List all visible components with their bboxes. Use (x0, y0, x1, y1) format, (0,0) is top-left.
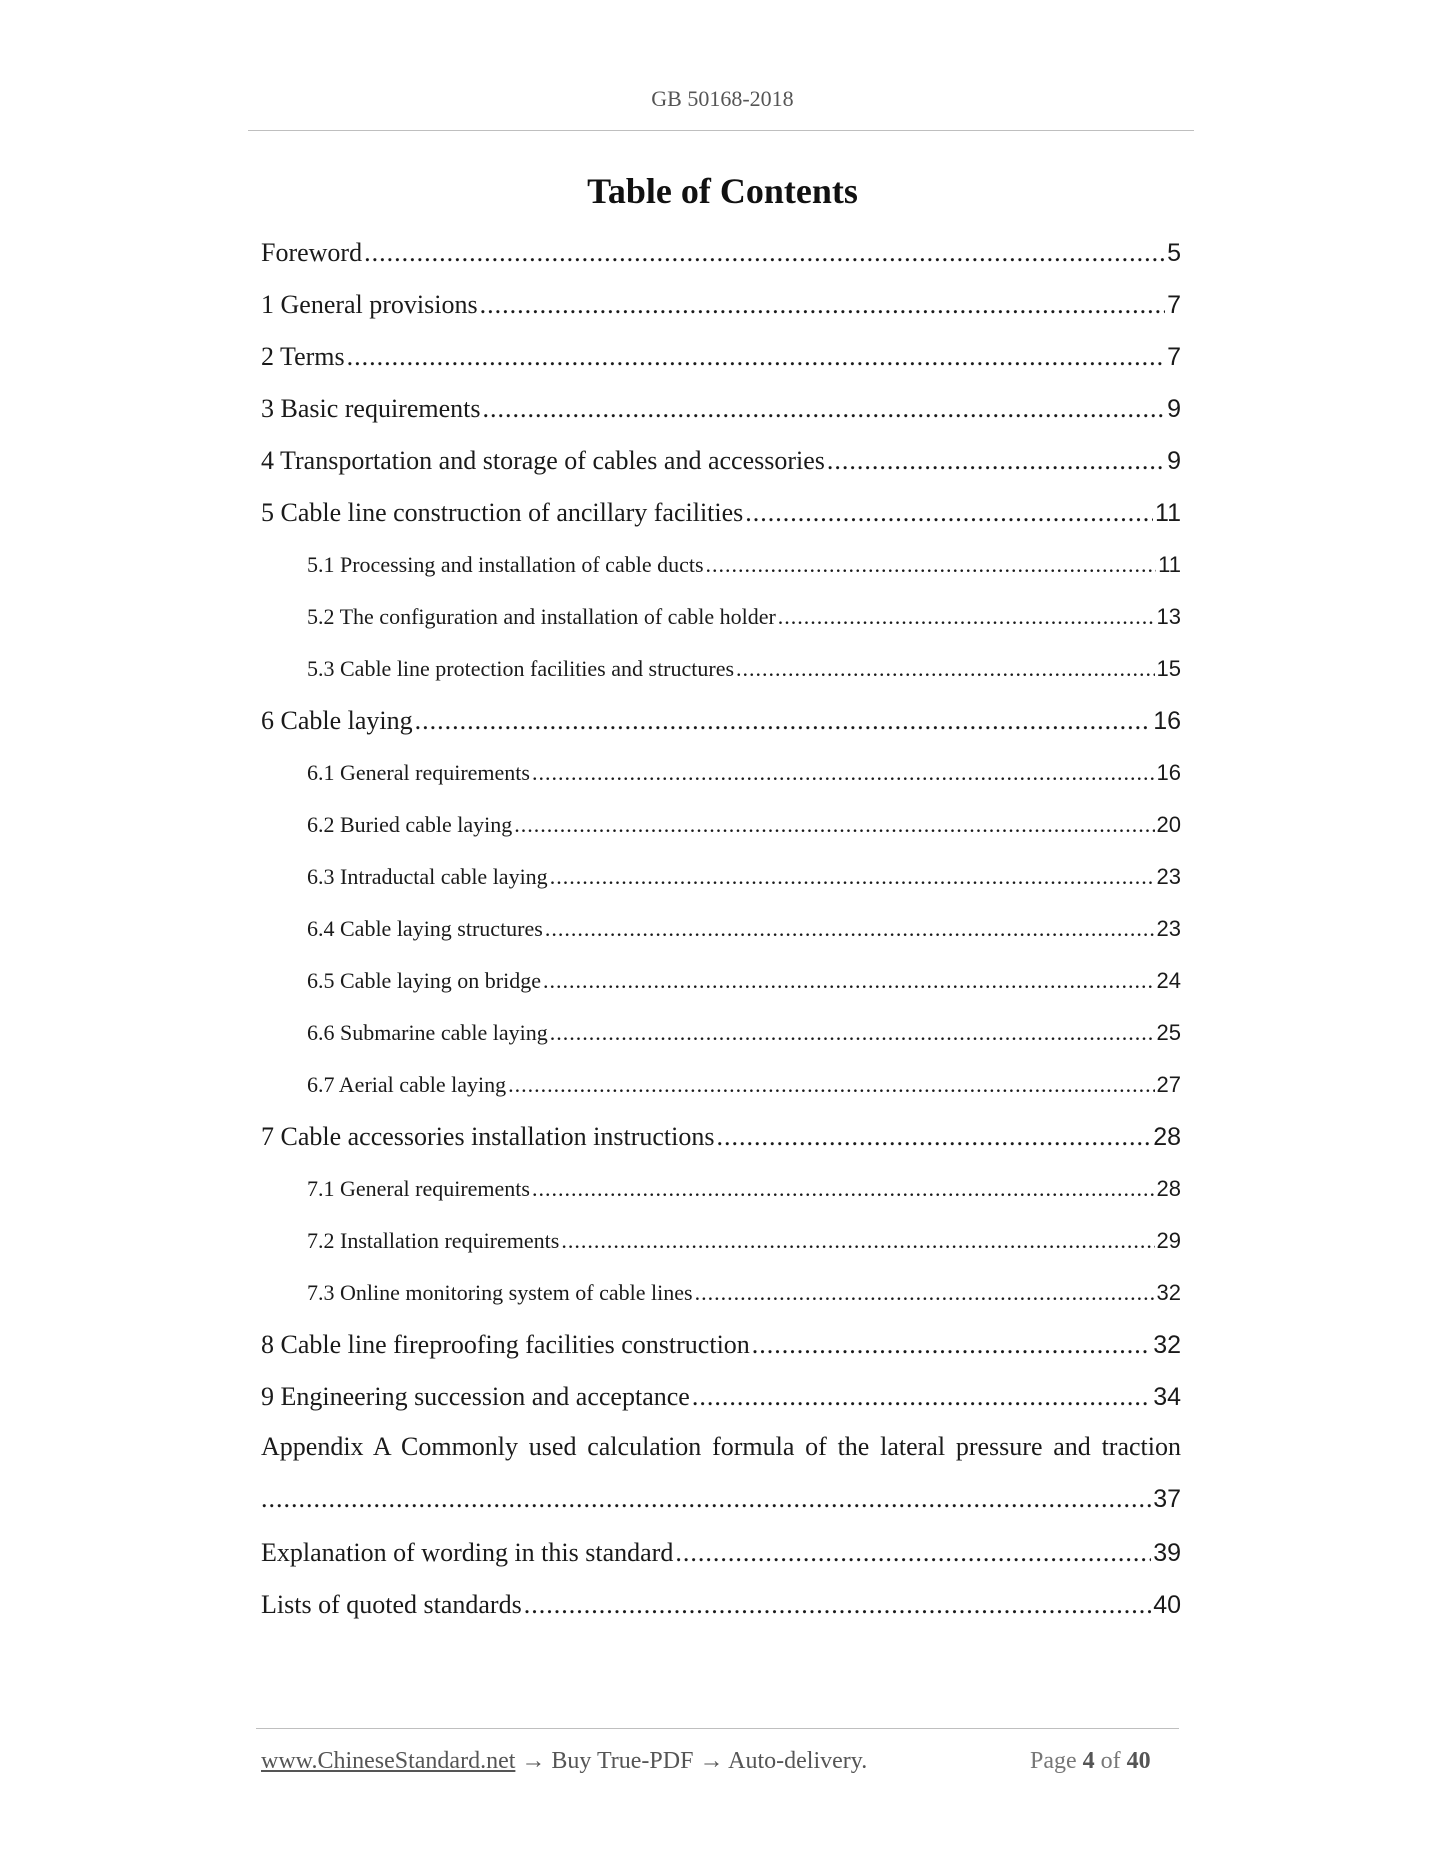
toc-page-number: 9 (1167, 447, 1181, 475)
toc-dot-leader (347, 342, 1165, 372)
toc-page-number: 34 (1153, 1383, 1181, 1411)
toc-page-number: 13 (1156, 604, 1181, 629)
toc-dot-leader (736, 656, 1154, 682)
toc-entry-7-2[interactable] (307, 1228, 1181, 1254)
toc-entry-label: 7.2 Installation requirements (307, 1228, 560, 1253)
toc-entry-6-7[interactable] (307, 1072, 1181, 1098)
toc-page-number: 37 (1153, 1485, 1181, 1513)
toc-entry-general-provisions[interactable] (261, 290, 1181, 320)
delivery-text: Auto-delivery. (728, 1748, 868, 1774)
toc-page-number: 28 (1156, 1176, 1181, 1201)
toc-entry-label: 6.2 Buried cable laying (307, 812, 513, 837)
page-indicator (1030, 1748, 1151, 1775)
toc-dot-leader (415, 706, 1152, 736)
toc-page-number: 15 (1156, 656, 1181, 681)
toc-entry-label: 1 General provisions (261, 290, 478, 319)
toc-page-number: 40 (1153, 1591, 1181, 1619)
toc-entry-label: 6.5 Cable laying on bridge (307, 968, 542, 993)
toc-entry-terms[interactable] (261, 342, 1181, 372)
toc-page-number: 7 (1167, 291, 1181, 319)
toc-entry-engineering-succession[interactable] (261, 1382, 1181, 1412)
toc-dot-leader (545, 916, 1155, 942)
toc-dot-leader (675, 1538, 1151, 1568)
toc-entry-7-3[interactable] (307, 1280, 1181, 1306)
toc-dot-leader (514, 812, 1154, 838)
toc-entry-label: 5.2 The configuration and installation of cable holder (307, 604, 776, 629)
arrow-icon: → (521, 1748, 546, 1774)
toc-page-number: 16 (1156, 760, 1181, 785)
toc-entry-label: 6.3 Intraductal cable laying (307, 864, 548, 889)
toc-dot-leader (695, 1280, 1155, 1306)
toc-entry-label: 9 Engineering succession and acceptance (261, 1382, 690, 1411)
toc-page-number: 29 (1156, 1228, 1181, 1253)
toc-dot-leader (827, 446, 1165, 476)
toc-entry-label: Lists of quoted standards (261, 1590, 522, 1619)
toc-page-number: 23 (1156, 864, 1181, 889)
toc-entry-label: 5.1 Processing and installation of cable ducts (307, 552, 704, 577)
toc-dot-leader (692, 1382, 1151, 1412)
toc-entry-label: 6.6 Submarine cable laying (307, 1020, 548, 1045)
toc-entry-6-6[interactable] (307, 1020, 1181, 1046)
toc-dot-leader (543, 968, 1155, 994)
toc-page-number: 24 (1156, 968, 1181, 993)
toc-entry-label: 6.1 General requirements (307, 760, 530, 785)
toc-page-number: 25 (1156, 1020, 1181, 1045)
toc-dot-leader (261, 1484, 1151, 1514)
toc-entry-label: 3 Basic requirements (261, 394, 481, 423)
page-total: 40 (1126, 1748, 1151, 1774)
toc-dot-leader (532, 760, 1155, 786)
toc-entry-foreword[interactable] (261, 238, 1181, 268)
toc-entry-6-3[interactable] (307, 864, 1181, 890)
toc-entry-ancillary-facilities[interactable] (261, 498, 1181, 528)
toc-page-number: 9 (1167, 395, 1181, 423)
toc-entry-5-1[interactable] (307, 552, 1181, 578)
toc-page-number: 32 (1153, 1331, 1181, 1359)
toc-entry-label: 8 Cable line fireproofing facilities construction (261, 1330, 750, 1359)
toc-entry-label: 4 Transportation and storage of cables and accessories (261, 446, 825, 475)
toc-page-number: 7 (1167, 343, 1181, 371)
toc-dot-leader (550, 1020, 1155, 1046)
toc-entry-cable-laying[interactable] (261, 706, 1181, 736)
toc-entry-label: 7.1 General requirements (307, 1176, 530, 1201)
toc-dot-leader (745, 498, 1153, 528)
toc-dot-leader (364, 238, 1165, 268)
toc-entry-label: 6 Cable laying (261, 706, 413, 735)
toc-entry-label: 5 Cable line construction of ancillary facilities (261, 498, 744, 527)
toc-entry-6-5[interactable] (307, 968, 1181, 994)
toc-dot-leader (532, 1176, 1155, 1202)
toc-entry-accessories-installation[interactable] (261, 1122, 1181, 1152)
toc-dot-leader (778, 604, 1155, 630)
toc-entry-5-2[interactable] (307, 604, 1181, 630)
toc-entry-6-1[interactable] (307, 760, 1181, 786)
toc-page-number: 28 (1153, 1123, 1181, 1151)
page-title: Table of Contents (587, 171, 858, 211)
document-code-header: GB 50168-2018 (651, 86, 794, 111)
toc-page-number: 23 (1156, 916, 1181, 941)
toc-dot-leader (752, 1330, 1151, 1360)
page-of: of (1100, 1748, 1121, 1774)
toc-page-number: 32 (1156, 1280, 1181, 1305)
toc-dot-leader (716, 1122, 1151, 1152)
toc-entry-6-2[interactable] (307, 812, 1181, 838)
toc-dot-leader (483, 394, 1166, 424)
toc-entry-fireproofing[interactable] (261, 1330, 1181, 1360)
toc-entry-label: 6.4 Cable laying structures (307, 916, 543, 941)
toc-page-number: 11 (1155, 499, 1181, 527)
toc-entry-5-3[interactable] (307, 656, 1181, 682)
toc-page-number: 11 (1158, 552, 1181, 577)
toc-dot-leader (561, 1228, 1154, 1254)
toc-entry-appendix-a-continuation[interactable] (261, 1484, 1181, 1514)
toc-entry-label: 2 Terms (261, 342, 345, 371)
toc-entry-explanation-of-wording[interactable] (261, 1538, 1181, 1568)
toc-page-number: 27 (1156, 1072, 1181, 1097)
toc-entry-label: 7.3 Online monitoring system of cable lines (307, 1280, 693, 1305)
toc-dot-leader (508, 1072, 1154, 1098)
toc-page-number: 16 (1153, 707, 1181, 735)
toc-page-number: 39 (1153, 1539, 1181, 1567)
site-link[interactable]: www.ChineseStandard.net (261, 1748, 516, 1774)
toc-page-number: 5 (1167, 239, 1181, 267)
arrow-icon: → (699, 1748, 724, 1774)
toc-entry-transportation-storage[interactable] (261, 446, 1181, 476)
toc-entry-6-4[interactable] (307, 916, 1181, 942)
footer-divider (256, 1728, 1179, 1729)
toc-entry-basic-requirements[interactable] (261, 394, 1181, 424)
toc-entry-quoted-standards[interactable] (261, 1590, 1181, 1620)
page-label: Page (1030, 1748, 1077, 1774)
toc-dot-leader (524, 1590, 1152, 1620)
toc-dot-leader (550, 864, 1155, 890)
footer-promo (261, 1748, 867, 1775)
page-current: 4 (1082, 1748, 1095, 1774)
toc-entry-label: Foreword (261, 238, 363, 267)
toc-entry-7-1[interactable] (307, 1176, 1181, 1202)
toc-page-number: 20 (1156, 812, 1181, 837)
toc-entry-label: 7 Cable accessories installation instructions (261, 1122, 715, 1151)
toc-entry-label: Explanation of wording in this standard (261, 1538, 674, 1567)
toc-dot-leader (480, 290, 1165, 320)
toc-entry-label: 5.3 Cable line protection facilities and structures (307, 656, 735, 681)
toc-entry-appendix-a[interactable]: Appendix A Commonly used calculation formula of the lateral pressure and traction (261, 1432, 1181, 1461)
toc-entry-label: 6.7 Aerial cable laying (307, 1072, 507, 1097)
buy-text: Buy True-PDF (551, 1748, 694, 1774)
toc-dot-leader (706, 552, 1157, 578)
